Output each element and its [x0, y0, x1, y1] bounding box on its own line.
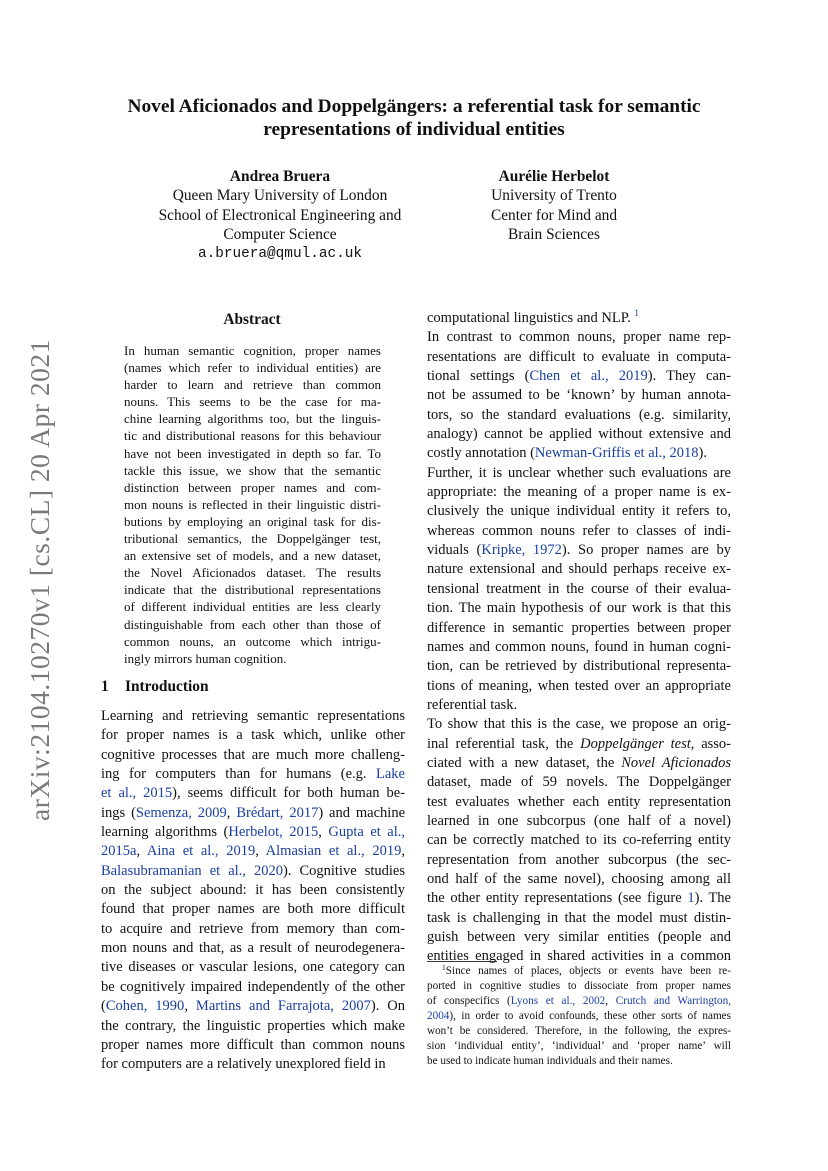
abstract-line: tackle this issue, we show that the semantic — [124, 462, 381, 478]
text-line — [101, 900, 405, 919]
text-line — [427, 735, 731, 754]
author-block-2 — [468, 167, 640, 245]
footnote — [427, 964, 731, 1069]
abstract-line: chine learning algorithms too, but the linguis- — [124, 411, 381, 427]
citation-link[interactable]: Newman-Griffis et al., 2018 — [534, 445, 699, 462]
text-segment: of conspecifics ( — [427, 995, 511, 1008]
text-segment: ), in order to avoid confounds, these other sorts of names — [449, 1010, 731, 1023]
text-line — [427, 870, 731, 889]
section-title: Introduction — [125, 678, 209, 695]
text-segment: In contrast to common nouns, proper name rep- — [427, 329, 731, 346]
text-segment: learned in one subcorpus (one half of a novel) — [427, 812, 731, 829]
text-segment: learning algorithms ( — [101, 824, 229, 841]
text-line — [427, 1039, 731, 1054]
text-line — [427, 831, 731, 850]
author-name: Andrea Bruera — [229, 168, 331, 185]
citation-link[interactable]: Gupta et al., — [328, 824, 405, 841]
abstract-line: tributional semantics, the Doppelgänger test, — [124, 531, 381, 547]
text-line — [427, 812, 731, 831]
abstract-line: butions by employing an original task for dis- — [124, 513, 381, 529]
text-segment: proper names more difficult than common nouns — [101, 1036, 405, 1053]
citation-link[interactable]: Lyons et al., 2002 — [510, 995, 606, 1008]
text-segment: ) and machine — [318, 804, 405, 821]
text-line — [101, 862, 405, 881]
text-line — [427, 619, 731, 638]
text-segment: Doppelgänger test — [580, 735, 691, 752]
text-segment: ciated with a new dataset, the — [427, 754, 622, 771]
author-name: Aurélie Herbelot — [498, 168, 610, 185]
text-line — [427, 677, 731, 696]
text-line — [427, 994, 731, 1009]
abstract-body — [124, 342, 381, 667]
text-segment: the contrary, the linguistic properties which make — [101, 1017, 405, 1034]
citation-link[interactable]: 1 — [687, 890, 695, 907]
text-line — [427, 599, 731, 618]
text-segment: ported in cognitive studies to dissociate from proper names — [427, 980, 731, 993]
text-segment: dataset, made of 59 novels. The Doppelgänger — [427, 774, 731, 791]
text-segment: ). They can- — [647, 368, 731, 385]
author-affiliation-line: School of Electronical Engineering and — [158, 206, 402, 224]
footnote-divider — [427, 961, 497, 962]
abstract-heading: Abstract — [223, 311, 281, 328]
author-affiliation-line: Center for Mind and — [490, 206, 618, 224]
abstract-line: of different individual entities are less clearly — [124, 599, 381, 615]
text-segment: referential task. — [427, 696, 518, 713]
text-segment: be cognitively impaired independently of the other — [101, 978, 405, 995]
text-segment: be used to indicate human individuals and their names. — [427, 1055, 673, 1068]
text-segment: not be assumed to be ‘known’ by human annota- — [427, 387, 731, 404]
abstract-line: harder to learn and retrieve than common — [124, 377, 381, 393]
text-segment: , — [318, 824, 329, 841]
text-segment: appropriate: the meaning of a proper name is ex- — [427, 484, 731, 501]
abstract-line: distinction between proper names and com- — [124, 479, 381, 495]
author-affiliation-line: Brain Sciences — [508, 226, 600, 244]
text-line — [427, 1024, 731, 1039]
text-segment: sion ‘individual entity’, ‘individual’ and ‘proper name’ will — [427, 1040, 731, 1053]
text-segment: ). The — [694, 890, 731, 907]
abstract-line: ingly mirrors human cognition. — [124, 650, 287, 666]
text-line — [427, 851, 731, 870]
citation-link[interactable]: Lake — [376, 766, 405, 783]
text-segment: Novel Aficionados — [621, 754, 731, 771]
arxiv-id-text: arXiv:2104.10270v1 [cs.CL] 20 Apr 2021 — [24, 339, 55, 821]
text-segment: whereas common nouns refer to classes of indi- — [427, 522, 731, 539]
text-segment: ing for computers than for humans (e.g. — [101, 766, 377, 783]
text-line — [101, 1017, 405, 1036]
text-line — [427, 386, 731, 405]
text-line — [101, 746, 405, 765]
citation-link[interactable]: 2004 — [427, 1010, 450, 1023]
text-segment: mon nouns and that, as a result of neurodegenera- — [101, 940, 405, 957]
author-affiliation-line: Computer Science — [223, 226, 337, 244]
text-line — [427, 909, 731, 928]
text-segment: names and common nouns, found in human cogni- — [427, 638, 731, 655]
text-segment: task is challenging in that the model must distin- — [427, 909, 731, 926]
text-line — [101, 823, 405, 842]
text-line — [427, 889, 731, 908]
text-segment: costly annotation ( — [427, 445, 535, 462]
citation-link[interactable]: Cohen, 1990 — [105, 998, 185, 1015]
citation-link[interactable]: 1 — [634, 309, 639, 318]
text-line — [101, 978, 405, 997]
text-segment: ). — [698, 445, 708, 462]
text-line — [101, 997, 405, 1016]
citation-link[interactable]: Chen et al., 2019 — [529, 368, 648, 385]
text-segment: nature extensional and should perhaps receive ex- — [427, 561, 731, 578]
text-line — [427, 979, 731, 994]
author-affiliation-line: Queen Mary University of London — [172, 187, 388, 205]
citation-link[interactable]: Aina et al., 2019 — [146, 843, 256, 860]
text-segment: inal referential task, the — [427, 735, 581, 752]
text-line — [101, 707, 405, 726]
text-segment: ( — [101, 998, 106, 1015]
text-segment: on the subject abound: it has been consistently — [101, 882, 405, 899]
text-line — [101, 881, 405, 900]
abstract-line: nouns. This seems to be the case for ma- — [124, 394, 381, 410]
text-line — [427, 754, 731, 773]
section-number: 1 — [101, 678, 109, 695]
text-line — [427, 444, 731, 463]
text-segment: guish between very similar entities (people and — [427, 929, 731, 945]
text-segment: , — [605, 995, 616, 1008]
text-segment: to acquire and retrieve from memory than com- — [101, 920, 405, 937]
abstract-line: common nouns, an outcome which intrigu- — [124, 633, 381, 649]
text-line — [427, 715, 731, 734]
citation-link[interactable]: Herbelot, 2015 — [228, 824, 319, 841]
text-segment: tions of meaning, when tested over an appropriate — [427, 677, 731, 694]
text-segment: ings ( — [101, 804, 136, 821]
text-line — [427, 580, 731, 599]
text-line — [101, 784, 405, 803]
text-line — [427, 483, 731, 502]
citation-link[interactable]: Kripke, 1972 — [481, 542, 562, 559]
text-segment: entities engaged in shared activities in a common — [427, 948, 731, 965]
citation-link[interactable]: Almasian et al., 2019 — [265, 843, 402, 860]
footnote-marker: 1 — [442, 964, 446, 972]
text-line — [427, 522, 731, 541]
abstract-line: distinguishable from each other than those of — [124, 616, 381, 632]
arxiv-identifier-stamp — [20, 260, 60, 900]
text-line — [101, 842, 405, 861]
text-line — [427, 406, 731, 425]
text-line — [101, 939, 405, 958]
text-segment: ), seems difficult for both human be- — [172, 785, 405, 802]
text-line — [427, 928, 731, 947]
text-segment: Further, it is unclear whether such evaluations are — [427, 464, 731, 481]
author-block-1 — [140, 167, 420, 264]
text-segment: for proper names is a task which, unlike other — [101, 727, 405, 744]
text-line — [101, 1055, 405, 1074]
text-line — [427, 1054, 731, 1069]
text-line — [427, 696, 731, 715]
abstract-line: the Novel Aficionados dataset. The results — [124, 565, 381, 581]
left-column-text — [101, 707, 405, 1075]
citation-link[interactable]: Semenza, 2009 — [135, 804, 227, 821]
title-line-1: Novel Aficionados and Doppelgängers: a referential task for semantic — [127, 96, 701, 117]
paper-title — [80, 95, 748, 141]
text-segment: , — [255, 843, 266, 860]
text-segment: Since names of places, objects or events have been re- — [445, 965, 731, 977]
text-line — [427, 309, 731, 328]
citation-link[interactable]: et al., 2015 — [101, 785, 173, 802]
text-line — [427, 502, 731, 521]
author-affiliation-line: University of Trento — [491, 187, 617, 205]
text-line — [101, 1036, 405, 1055]
text-segment: clusively the unique individual entity it refers to, — [427, 503, 731, 520]
text-segment: computational linguistics and NLP. — [427, 310, 635, 326]
text-line — [427, 541, 731, 560]
text-segment: , — [226, 804, 237, 821]
text-line — [427, 793, 731, 812]
text-segment: ). So proper names are by — [561, 542, 731, 559]
right-column-text — [427, 309, 731, 967]
citation-link[interactable]: Brédart, 2017 — [236, 804, 319, 821]
text-segment: viduals ( — [427, 542, 482, 559]
abstract-line: (names which refer to individual entities) are — [124, 360, 381, 376]
text-segment: , asso- — [690, 735, 731, 752]
author-email: a.bruera@qmul.ac.uk — [197, 245, 363, 262]
text-line — [427, 657, 731, 676]
abstract-line: tic and distributional reasons for this behaviour — [124, 428, 381, 444]
text-segment: representation from another subcorpus (the sec- — [427, 851, 731, 868]
text-line — [427, 425, 731, 444]
text-line — [101, 920, 405, 939]
text-segment: , — [136, 843, 147, 860]
text-line — [427, 560, 731, 579]
text-segment: the other entity representations (see figure — [427, 890, 688, 907]
citation-link[interactable]: Balasubramanian et al., 2020 — [101, 862, 283, 879]
text-segment: tive diseases or vascular lesions, one category can — [101, 959, 405, 976]
citation-link[interactable]: 2015a — [101, 843, 137, 860]
text-segment: found that proper names are both more difficult — [101, 901, 405, 918]
text-segment: tion. The main hypothesis of our work is that this — [427, 600, 731, 617]
text-segment: tensional treatment in the course of their evalua- — [427, 580, 731, 597]
text-line — [427, 367, 731, 386]
text-segment: can be correctly matched to its co-referring entity — [427, 832, 731, 849]
text-segment: Learning and retrieving semantic representations — [101, 708, 405, 724]
abstract-line: an extensive set of models, and a new dataset, — [124, 548, 381, 564]
text-segment: , — [401, 843, 405, 860]
citation-link[interactable]: Martins and Farrajota, 2007 — [195, 998, 371, 1015]
text-line — [101, 804, 405, 823]
text-line — [101, 726, 405, 745]
text-segment: tors, so the standard evaluations (e.g. similarity, — [427, 406, 731, 423]
text-line — [427, 328, 731, 347]
text-segment: test evaluates whether each entity representation — [427, 793, 731, 810]
text-segment: ond half of the same novel), choosing among all — [427, 870, 731, 887]
text-segment: ). Cognitive studies — [282, 862, 405, 879]
text-segment: analogy) cannot be applied without extensive and — [427, 426, 731, 443]
text-segment: tion, can be retrieved by distributional representa- — [427, 658, 731, 675]
text-line — [427, 773, 731, 792]
abstract-line: In human semantic cognition, proper names — [124, 343, 381, 358]
text-line — [427, 1009, 731, 1024]
text-segment: , — [184, 998, 196, 1015]
text-segment: cognitive processes that are much more challeng- — [101, 746, 405, 763]
section-heading — [101, 678, 209, 696]
title-line-2: representations of individual entities — [263, 119, 565, 140]
text-segment: for computers are a relatively unexplored field in — [101, 1056, 386, 1073]
text-segment: won’t be considered. Therefore, in the following, the expres- — [427, 1025, 731, 1038]
abstract-line: mon nouns is reflected in their linguistic distri- — [124, 496, 381, 512]
text-segment: To show that this is the case, we propose an orig- — [427, 716, 731, 733]
text-line — [427, 464, 731, 483]
citation-link[interactable]: Crutch and Warrington, — [615, 995, 731, 1008]
text-line — [101, 958, 405, 977]
text-segment: difference in semantic properties between proper — [427, 619, 731, 636]
abstract-line: have not been investigated in depth so far. To — [124, 445, 381, 461]
text-segment: tional settings ( — [427, 368, 530, 385]
text-line — [427, 964, 731, 979]
abstract-line: indicate that the distributional representations — [124, 582, 381, 598]
text-line — [427, 638, 731, 657]
text-segment: ). On — [370, 998, 405, 1015]
text-line — [101, 765, 405, 784]
text-segment: resentations are difficult to evaluate in computa- — [427, 348, 731, 365]
text-line — [427, 348, 731, 367]
